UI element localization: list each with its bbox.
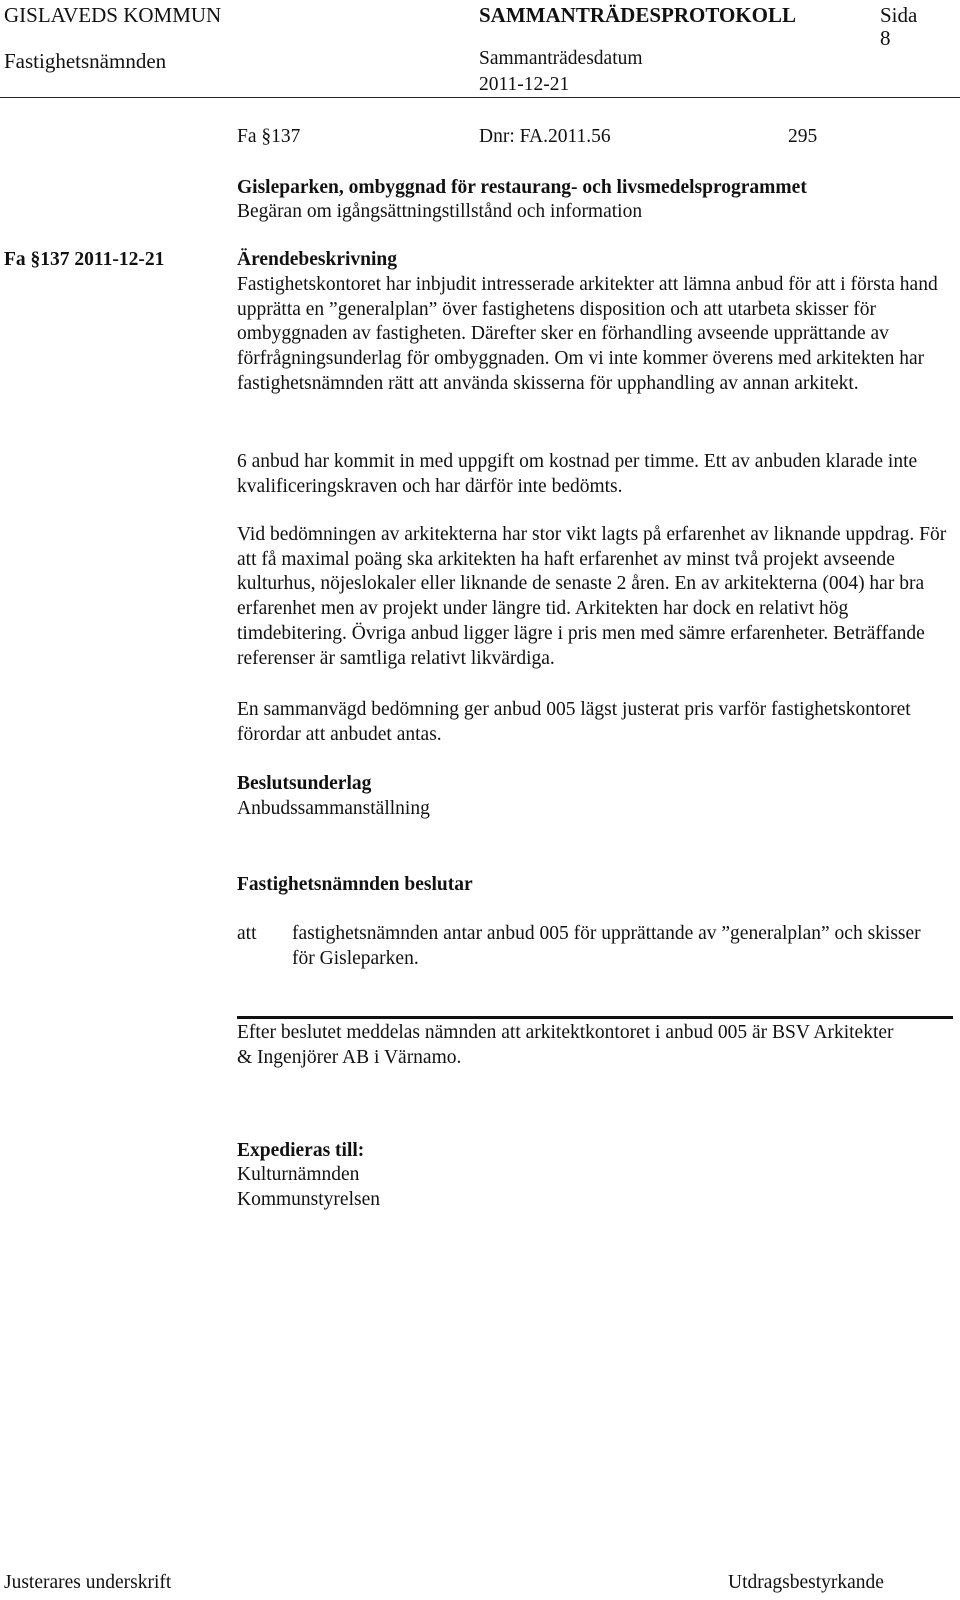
date-label: Sammanträdesdatum [479, 48, 643, 69]
decision-marker: att [237, 923, 257, 944]
dispatch-recipient: Kulturnämnden [237, 1164, 360, 1185]
header-rule [0, 97, 960, 98]
description-heading: Ärendebeskrivning [237, 249, 397, 270]
after-decision-text: Efter beslutet meddelas nämnden att arkitektkontoret i anbud 005 är BSV Arkitekter & Ingenjörer AB i Värnamo. [237, 1022, 894, 1068]
page-number: 8 [880, 26, 891, 50]
basis-heading: Beslutsunderlag [237, 773, 372, 794]
dispatch-recipient: Kommunstyrelsen [237, 1189, 380, 1210]
footer-signature-label: Justerares underskrift [4, 1572, 172, 1593]
decision-heading: Fastighetsnämnden beslutar [237, 874, 473, 895]
description-paragraph: Vid bedömningen av arkitekterna har stor vikt lagts på erfarenhet av liknande uppdrag. För att få maximal poäng ska arkitekten ha haft erfarenhet av minst två projekt avseende kulturhus, nöjeslokaler eller liknande de senaste 2 åren. En av arkitekterna (004) har bra erfarenhet men av projekt under längre tid. Arkitekten har dock en relativt hög timdebitering. Övriga anbud ligger lägre i pris men med sämre erfarenheter. Beträffande referenser är samtliga relativt likvärdiga. [237, 524, 947, 669]
case-dnr: Dnr: FA.2011.56 [479, 126, 611, 147]
document-type: SAMMANTRÄDESPROTOKOLL [479, 3, 796, 27]
description-paragraph: Fastighetskontoret har inbjudit intresserade arkitekter att lämna anbud för att i första hand upprätta en ”generalplan” över fastighetens disposition och att utarbeta skisser för ombyggnaden av fastigheten. Därefter sker en förhandling avseende upprättande av förfrågningsunderlag för ombyggnaden. Om vi inte kommer överens med arkitekten har fastighetsnämnden rätt att använda skisserna för upphandling av annan arkitekt. [237, 274, 938, 394]
meeting-date: 2011-12-21 [479, 74, 570, 95]
case-number: 295 [788, 126, 818, 147]
committee-name: Fastighetsnämnden [4, 49, 167, 73]
case-reference: Fa §137 [237, 126, 301, 147]
dispatch-heading: Expedieras till: [237, 1140, 365, 1161]
margin-reference: Fa §137 2011-12-21 [4, 249, 165, 270]
description-paragraph: En sammanvägd bedömning ger anbud 005 lägst justerat pris varför fastighetskontoret förordar att anbudet antas. [237, 699, 911, 745]
organization-name: GISLAVEDS KOMMUN [4, 3, 222, 27]
description-paragraph: 6 anbud har kommit in med uppgift om kostnad per timme. Ett av anbuden klarade inte kvalificeringskraven och har därför inte bedömts. [237, 451, 918, 497]
case-title: Gisleparken, ombyggnad för restaurang- och livsmedelsprogrammet [237, 177, 807, 198]
decision-separator [237, 1016, 953, 1019]
decision-text: fastighetsnämnden antar anbud 005 för upprättande av ”generalplan” och skisser för Gisleparken. [292, 923, 921, 969]
basis-item: Anbudssammanställning [237, 798, 430, 819]
case-subtitle: Begäran om igångsättningstillstånd och information [237, 201, 643, 222]
page-label: Sida [880, 3, 918, 27]
footer-certification-label: Utdragsbestyrkande [728, 1572, 884, 1593]
